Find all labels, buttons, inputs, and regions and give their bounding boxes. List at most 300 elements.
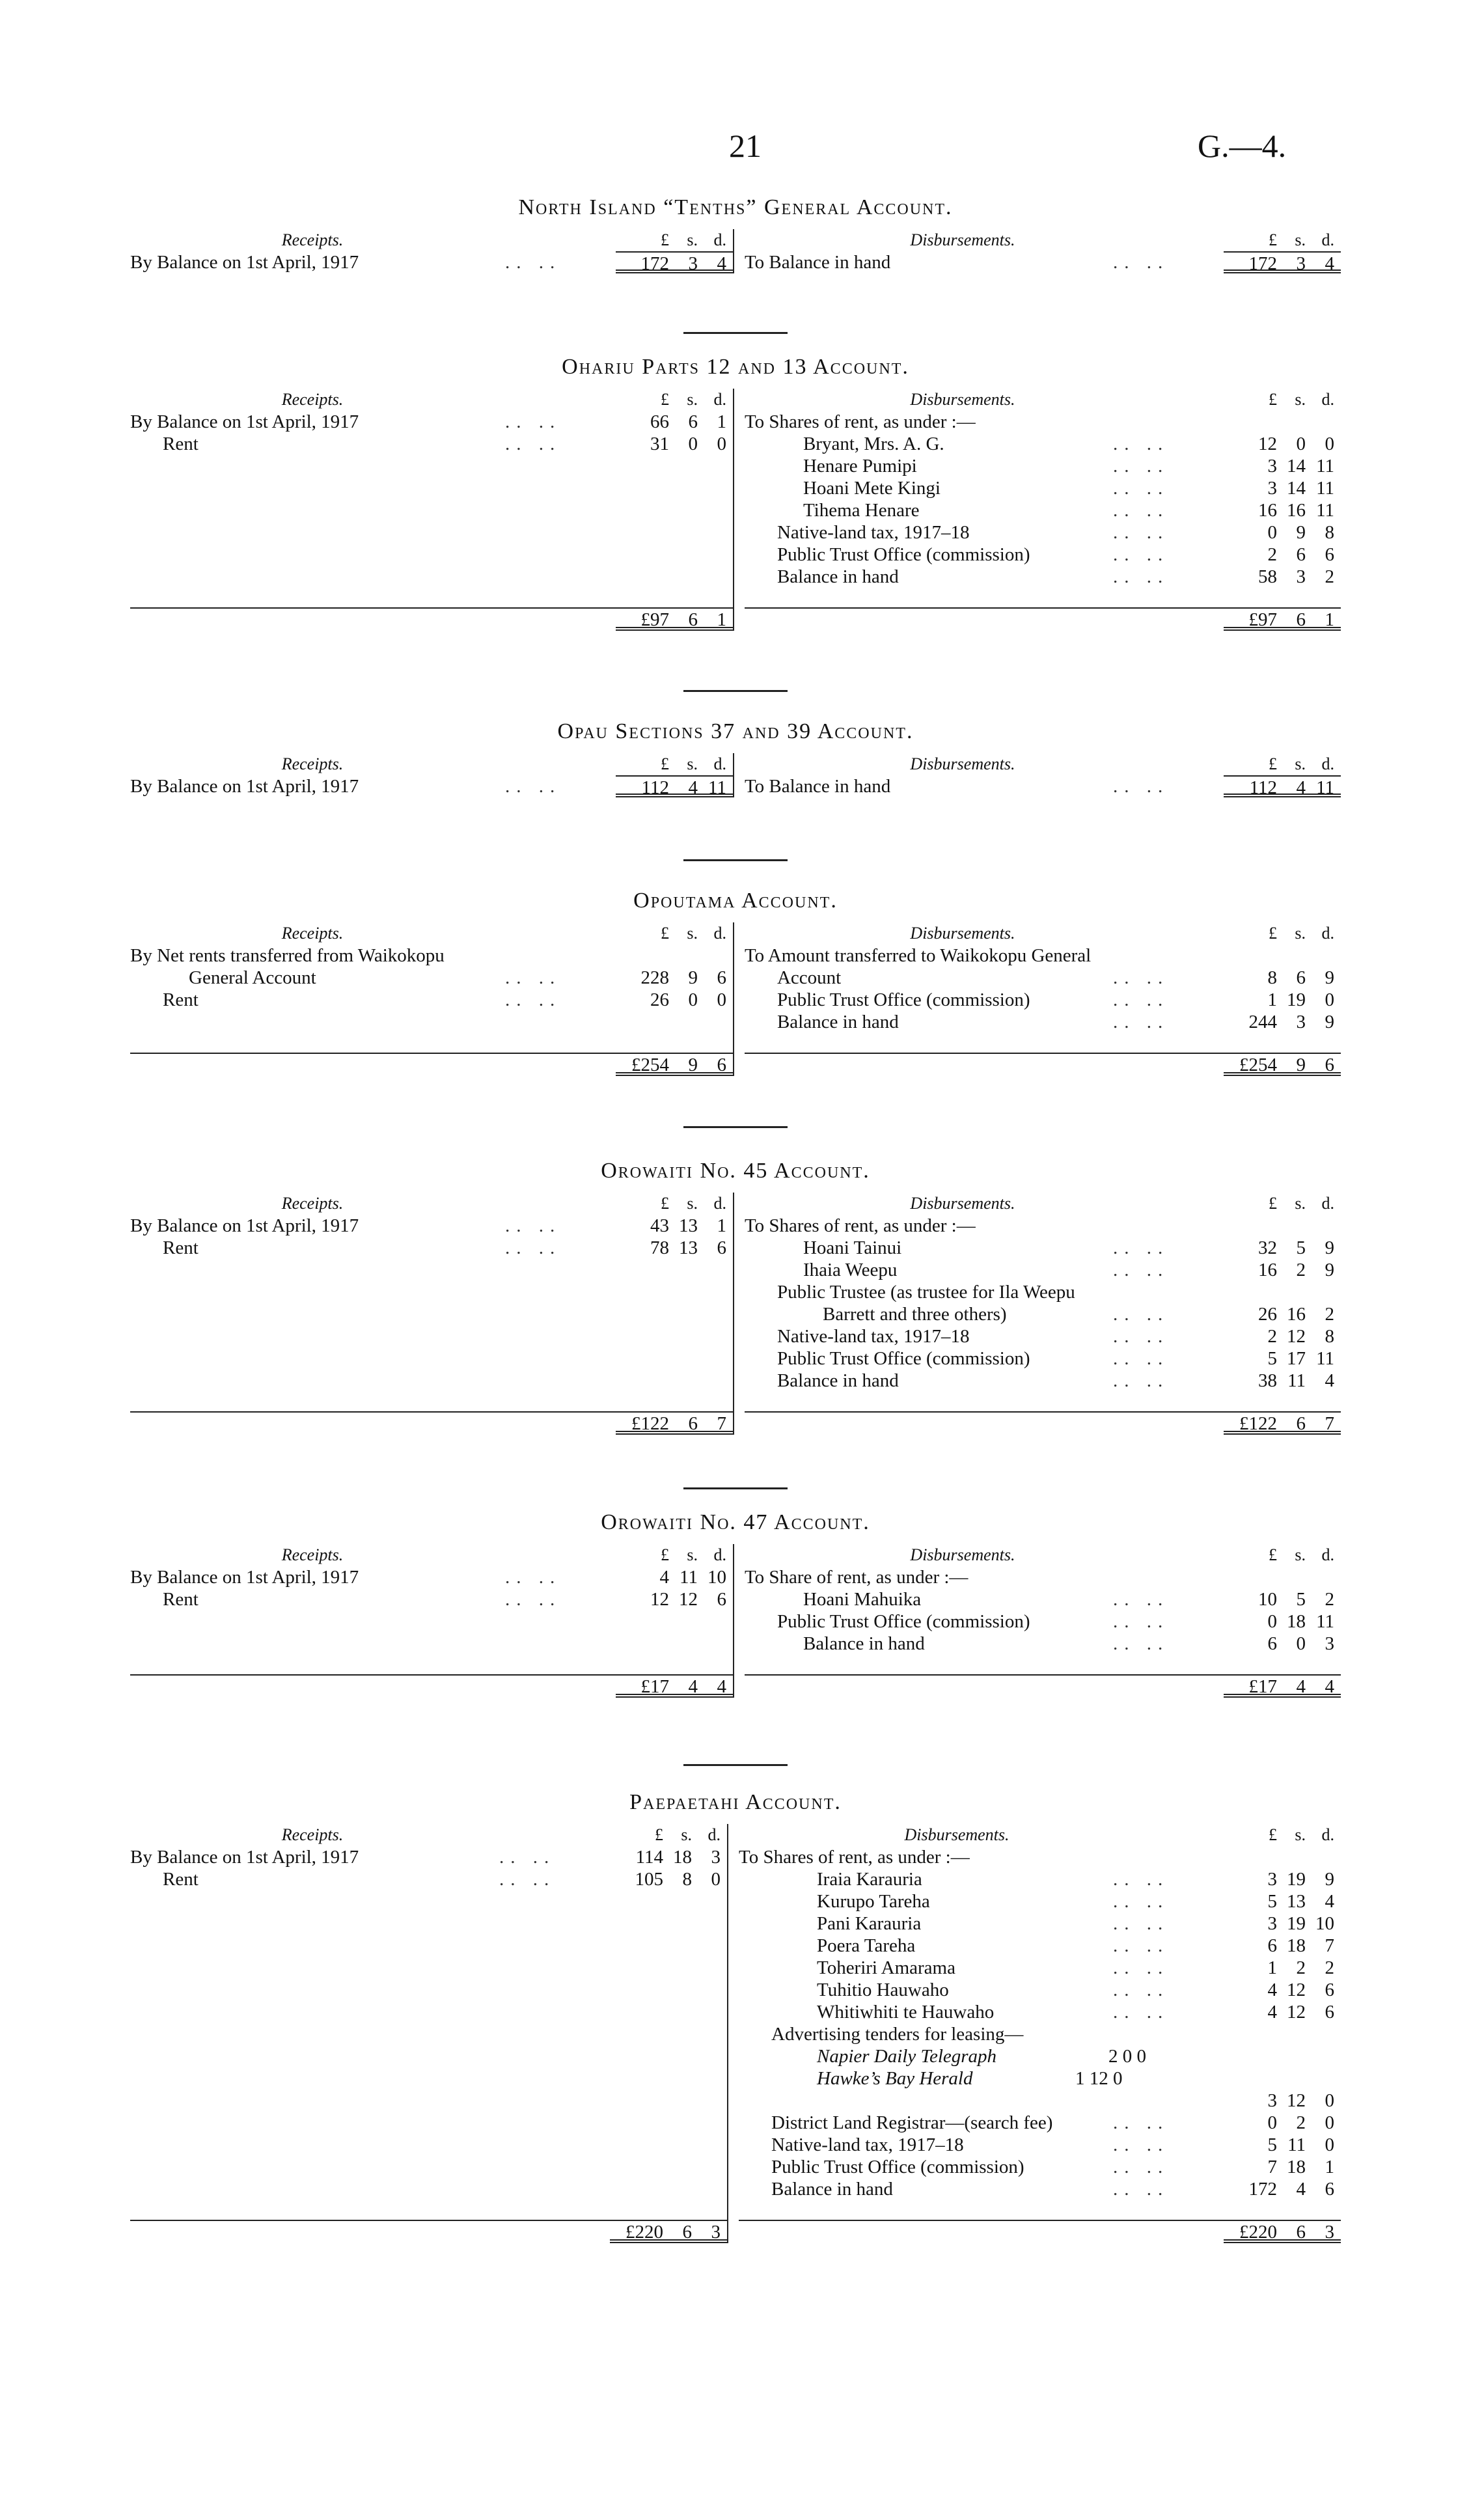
- leader-dots: .. ..: [1113, 989, 1170, 1010]
- pounds-heading: £: [660, 1194, 669, 1213]
- line-description: [130, 1868, 499, 1890]
- amount: [1224, 967, 1341, 989]
- pounds: 244: [1248, 1012, 1277, 1032]
- pence-heading: d.: [713, 754, 726, 773]
- amount: [1224, 1890, 1341, 1912]
- amount: [1224, 1054, 1341, 1076]
- pence: 4: [1325, 1370, 1334, 1391]
- pence: 7: [1325, 1935, 1334, 1956]
- pounds-heading: £: [660, 230, 669, 249]
- leader-dots: .. ..: [1113, 1935, 1170, 1956]
- receipts-heading: Receipts.: [281, 1825, 344, 1844]
- amount: [616, 433, 733, 455]
- pence: 11: [1316, 777, 1334, 798]
- column-heading-row: [130, 229, 733, 251]
- line-description: [739, 1935, 1113, 1957]
- pounds: £122: [1239, 1413, 1277, 1434]
- leader-dots: [1113, 2023, 1224, 2045]
- line-description: [739, 2112, 1113, 2134]
- pounds: 114: [635, 1847, 663, 1868]
- amount: [1224, 411, 1341, 433]
- leader-dots: .. ..: [1113, 1869, 1170, 1890]
- pounds: 4: [659, 1567, 669, 1588]
- amount: [616, 1215, 733, 1237]
- amount: [616, 967, 733, 989]
- line-description: [130, 411, 505, 433]
- lsd-heading: [616, 229, 733, 251]
- description-text: Balance in hand: [803, 1633, 925, 1654]
- receipts-row: [130, 775, 733, 797]
- disbursements-row: [745, 1610, 1341, 1633]
- amount: [616, 989, 733, 1011]
- shillings: 12: [1287, 2090, 1306, 2111]
- leader-dots: .. ..: [1113, 566, 1170, 587]
- pence: 1: [1325, 2157, 1334, 2177]
- lsd-heading: [616, 1193, 733, 1215]
- shillings: 11: [680, 1567, 698, 1588]
- pounds: 6: [1267, 1935, 1277, 1956]
- spacer: [495, 1193, 616, 1215]
- pence-heading: d.: [1321, 1545, 1334, 1564]
- leader-dots: .. ..: [504, 1215, 562, 1236]
- shillings: 13: [678, 1237, 698, 1258]
- leader-dots: .. ..: [504, 1237, 562, 1258]
- description-text: Rent: [163, 989, 199, 1010]
- amount: [1224, 1979, 1341, 2001]
- lsd-heading: [616, 1544, 733, 1566]
- description-text: Advertising tenders for leasing—: [771, 2024, 1024, 2045]
- spacer: [495, 1824, 610, 1846]
- leader-dots: .. ..: [1113, 1957, 1170, 1978]
- pence: 6: [717, 967, 726, 988]
- pounds: 66: [650, 411, 669, 432]
- pounds: 26: [650, 989, 669, 1010]
- line-description: [745, 1610, 1113, 1633]
- column-heading-row: [745, 229, 1341, 251]
- disbursements-row: [739, 2001, 1341, 2023]
- disbursements-column: [734, 1544, 1341, 1698]
- blank-row: [130, 1935, 727, 1957]
- pence: 3: [711, 1847, 721, 1868]
- pence: 11: [1316, 500, 1334, 521]
- amount: [1224, 2001, 1341, 2023]
- line-description: [739, 1868, 1113, 1890]
- spacer: [1181, 229, 1224, 251]
- description-text: To Balance in hand: [744, 252, 891, 273]
- shillings: 8: [682, 1869, 692, 1890]
- leader-dots: .. ..: [1113, 2134, 1170, 2155]
- page-reference: G.—4.: [1198, 128, 1287, 164]
- pounds: 3: [1267, 1913, 1277, 1934]
- amount: [610, 1868, 727, 1890]
- spacer: [495, 922, 616, 945]
- shillings: [1277, 1215, 1306, 1237]
- spacer: [745, 1413, 1224, 1435]
- shillings: 19: [1287, 989, 1306, 1010]
- disbursements-row: [739, 1868, 1341, 1890]
- leader-dots: .. ..: [1113, 478, 1170, 499]
- amount: [1224, 1413, 1341, 1435]
- line-description: [130, 1566, 505, 1588]
- pounds: £97: [1248, 609, 1277, 630]
- blank-row: [130, 2178, 727, 2200]
- pounds: 16: [1258, 1260, 1277, 1280]
- pence: 7: [1325, 1413, 1334, 1434]
- receipts-row: [130, 1215, 733, 1237]
- pounds: 112: [641, 777, 669, 798]
- disbursements-row: [745, 566, 1341, 588]
- amount: [1235, 2045, 1341, 2067]
- sub-amount: 2 0 0: [1108, 2046, 1147, 2067]
- pence: [1306, 411, 1334, 433]
- column-heading-row: [745, 389, 1341, 411]
- pence: 10: [1315, 1913, 1334, 1934]
- shillings: 9: [1296, 522, 1306, 543]
- shillings: [1277, 1281, 1306, 1303]
- blank-row: [130, 1011, 733, 1033]
- amount: [1224, 1957, 1341, 1979]
- pence: 2: [1325, 1589, 1334, 1610]
- blank-row: [130, 1303, 733, 1325]
- total-row: [130, 1674, 733, 1698]
- amount: [1224, 2112, 1341, 2134]
- account-columns: [130, 389, 1341, 631]
- pence: 0: [717, 434, 726, 454]
- pence: [698, 945, 726, 967]
- column-heading-row: [745, 753, 1341, 775]
- pounds: £254: [1239, 1055, 1277, 1075]
- column-heading-row: [130, 389, 733, 411]
- pounds: 12: [1258, 434, 1277, 454]
- pence: 6: [717, 1055, 726, 1075]
- disbursements-column: [734, 1193, 1341, 1435]
- line-description: [745, 251, 1113, 273]
- pounds: 5: [1267, 1348, 1277, 1369]
- pounds-heading: £: [655, 1825, 663, 1844]
- line-description: [745, 566, 1113, 588]
- disbursements-row: [745, 1259, 1341, 1281]
- leader-dots: .. ..: [504, 989, 562, 1010]
- description-text: To Shares of rent, as under :—: [739, 1847, 970, 1868]
- blank-row: [130, 1957, 727, 1979]
- disbursements-row: [745, 1011, 1341, 1033]
- pounds: 2: [1267, 544, 1277, 565]
- pence: 8: [1325, 522, 1334, 543]
- total-row: [745, 1053, 1341, 1076]
- pounds: [1235, 1215, 1277, 1237]
- line-description: [745, 1566, 1113, 1588]
- lsd-heading: [610, 1824, 727, 1846]
- pounds: [1235, 411, 1277, 433]
- blank-row: [130, 2001, 727, 2023]
- spacer: [495, 389, 616, 411]
- description-text: Bryant, Mrs. A. G.: [803, 434, 944, 454]
- section-divider: [683, 859, 788, 861]
- pence: 0: [1325, 434, 1334, 454]
- leader-dots: .. ..: [504, 1567, 562, 1588]
- shillings: 6: [688, 609, 698, 630]
- receipts-row: [130, 967, 733, 989]
- disbursements-row: [745, 544, 1341, 566]
- description-text: Hawke’s Bay Herald: [817, 2068, 973, 2089]
- description-text: To Shares of rent, as under :—: [744, 1215, 976, 1236]
- pence: 7: [717, 1413, 726, 1434]
- description-text: To Balance in hand: [744, 776, 891, 797]
- pence: 9: [1325, 1869, 1334, 1890]
- pence-heading: d.: [1321, 924, 1334, 943]
- disbursements-column: [734, 922, 1341, 1076]
- leader-dots: .. ..: [504, 252, 562, 273]
- shillings: 4: [688, 1676, 698, 1697]
- line-description: [745, 989, 1113, 1011]
- description-text: Pani Karauria: [817, 1913, 922, 1934]
- shillings-heading: s.: [687, 1194, 698, 1213]
- description-text: Hoani Mete Kingi: [803, 478, 941, 499]
- description-text: Balance in hand: [776, 1012, 899, 1032]
- shillings: 6: [688, 1413, 698, 1434]
- line-description: [745, 1370, 1113, 1392]
- disbursements-row: [739, 2045, 1341, 2067]
- line-description: [739, 2134, 1113, 2156]
- description-text: Public Trust Office (commission): [776, 1611, 1030, 1632]
- shillings: 0: [688, 989, 698, 1010]
- pence: [1306, 1566, 1334, 1588]
- shillings: 6: [682, 2222, 692, 2243]
- disbursements-row: [745, 1303, 1341, 1325]
- amount: [1224, 609, 1341, 631]
- description-text: Hoani Mahuika: [803, 1589, 922, 1610]
- receipts-column: [130, 1544, 734, 1698]
- line-description: [745, 1011, 1113, 1033]
- leader-dots: .. ..: [1113, 1012, 1170, 1032]
- spacer: [495, 753, 616, 775]
- receipts-row: [130, 1846, 727, 1868]
- shillings: 6: [1296, 544, 1306, 565]
- leader-dots: .. ..: [1113, 252, 1170, 273]
- line-description: [745, 1325, 1113, 1347]
- pence: [1306, 1215, 1334, 1237]
- amount: [616, 1676, 733, 1698]
- shillings: 6: [1296, 2222, 1306, 2243]
- amount: [1224, 251, 1341, 273]
- line-description: [739, 1890, 1113, 1912]
- disbursements-row: [745, 411, 1341, 433]
- description-text: Tuhitio Hauwaho: [817, 1980, 949, 2000]
- disbursements-row: [739, 1912, 1341, 1935]
- leader-dots: [1146, 2045, 1235, 2067]
- description-text: Balance in hand: [771, 2179, 893, 2200]
- spacer: [1181, 922, 1224, 945]
- pounds: [1235, 2067, 1277, 2090]
- blank-row: [130, 521, 733, 544]
- pounds: 228: [640, 967, 669, 988]
- pounds: 78: [650, 1237, 669, 1258]
- pence-heading: d.: [713, 390, 726, 409]
- shillings: 5: [1296, 1589, 1306, 1610]
- shillings: 3: [1296, 566, 1306, 587]
- line-description: [130, 433, 505, 455]
- line-description: [745, 1347, 1113, 1370]
- line-description: [130, 1846, 499, 1868]
- account-3: [130, 719, 1341, 797]
- disbursements-row: [745, 455, 1341, 477]
- leader-dots: .. ..: [1113, 1633, 1170, 1654]
- amount: [1224, 1259, 1341, 1281]
- column-heading-row: [745, 1544, 1341, 1566]
- receipts-heading: Receipts.: [281, 230, 344, 249]
- shillings-heading: s.: [687, 924, 698, 943]
- total-row: [745, 1674, 1341, 1698]
- column-heading-row: [739, 1824, 1341, 1846]
- account-2: [130, 355, 1341, 631]
- account-title: Orowaiti No. 45 Account.: [601, 1159, 870, 1183]
- description-text: Tihema Henare: [803, 500, 920, 521]
- disbursements-row: [745, 499, 1341, 521]
- pence-heading: d.: [1321, 230, 1334, 249]
- pounds: [1235, 1566, 1277, 1588]
- pence: 2: [1325, 1957, 1334, 1978]
- section-divider: [683, 1487, 788, 1489]
- blank-row: [130, 566, 733, 588]
- amount: [616, 945, 733, 967]
- shillings: 2: [1296, 1260, 1306, 1280]
- line-description: [130, 251, 505, 273]
- pence-heading: d.: [708, 1825, 721, 1844]
- account-title: North Island “Tenths” General Account.: [518, 195, 953, 219]
- leader-dots: .. ..: [1113, 1980, 1170, 2000]
- line-description: [739, 1957, 1113, 1979]
- description-text: Hoani Tainui: [803, 1237, 902, 1258]
- leader-dots: [1113, 1281, 1224, 1303]
- shillings: 6: [1296, 1413, 1306, 1434]
- blank-row: [130, 499, 733, 521]
- shillings: 19: [1287, 1869, 1306, 1890]
- disbursements-row: [745, 1215, 1341, 1237]
- amount: [1224, 2221, 1341, 2243]
- column-heading-row: [130, 1824, 727, 1846]
- pounds: 16: [1258, 500, 1277, 521]
- account-title: Orowaiti No. 47 Account.: [601, 1510, 870, 1534]
- amount: [616, 775, 733, 797]
- shillings: 6: [1296, 609, 1306, 630]
- disbursements-row: [745, 1237, 1341, 1259]
- shillings: 11: [1287, 2134, 1306, 2155]
- pounds: 0: [1267, 2112, 1277, 2133]
- shillings-heading: s.: [1295, 390, 1306, 409]
- line-description: [739, 2090, 1113, 2112]
- amount: [616, 1588, 733, 1610]
- pounds: £254: [631, 1055, 669, 1075]
- shillings-heading: s.: [1295, 230, 1306, 249]
- shillings: 11: [1287, 1370, 1306, 1391]
- description-text: Public Trust Office (commission): [776, 1348, 1030, 1369]
- pence-heading: d.: [1321, 754, 1334, 773]
- description-text: Public Trust Office (commission): [776, 544, 1030, 565]
- pence: [1306, 1281, 1334, 1303]
- spacer: [739, 2221, 1224, 2243]
- pounds: [627, 945, 669, 967]
- amount: [1224, 1935, 1341, 1957]
- leader-dots: .. ..: [1113, 967, 1170, 988]
- disbursements-row: [745, 1566, 1341, 1588]
- amount: [1224, 2090, 1341, 2112]
- leader-dots: .. ..: [1113, 1237, 1170, 1258]
- section-divider: [683, 332, 788, 334]
- leader-dots: .. ..: [1113, 2179, 1170, 2200]
- description-text: Whitiwhiti te Hauwaho: [817, 2002, 995, 2023]
- amount: [1224, 1912, 1341, 1935]
- shillings: 6: [688, 411, 698, 432]
- shillings: 3: [1296, 253, 1306, 274]
- disbursements-row: [745, 521, 1341, 544]
- pence-heading: d.: [713, 1545, 726, 1564]
- pounds: £17: [1248, 1676, 1277, 1697]
- receipts-row: [130, 1868, 727, 1890]
- pounds: 43: [650, 1215, 669, 1236]
- amount: [616, 411, 733, 433]
- receipts-heading: Receipts.: [281, 390, 344, 409]
- disbursements-row: [745, 967, 1341, 989]
- pence: 1: [717, 1215, 726, 1236]
- amount: [1224, 566, 1341, 588]
- pounds: 5: [1267, 1891, 1277, 1912]
- amount: [1224, 499, 1341, 521]
- disbursements-row: [745, 989, 1341, 1011]
- shillings: 6: [1296, 967, 1306, 988]
- receipts-row: [130, 1566, 733, 1588]
- amount: [1224, 544, 1341, 566]
- blank-row: [130, 2112, 727, 2134]
- pence: 9: [1325, 967, 1334, 988]
- description-text: Account: [776, 967, 842, 988]
- amount: [616, 1054, 733, 1076]
- pounds: [1235, 2045, 1277, 2067]
- pounds-heading: £: [660, 1545, 669, 1564]
- pounds: 172: [640, 253, 669, 274]
- leader-dots: .. ..: [1113, 776, 1170, 797]
- amount: [1224, 455, 1341, 477]
- description-text: Henare Pumipi: [803, 456, 917, 476]
- pounds: 10: [1258, 1589, 1277, 1610]
- pence-heading: d.: [713, 924, 726, 943]
- shillings: 17: [1287, 1348, 1306, 1369]
- leader-dots: .. ..: [1113, 1913, 1170, 1934]
- shillings: 14: [1287, 478, 1306, 499]
- description-text: Rent: [163, 1869, 199, 1890]
- description-text: Native-land tax, 1917–18: [776, 1326, 970, 1347]
- line-description: [745, 1281, 1113, 1303]
- spacer: [495, 229, 616, 251]
- shillings: [1277, 1566, 1306, 1588]
- pounds: £17: [640, 1676, 669, 1697]
- disbursements-heading: Disbursements.: [910, 390, 1015, 409]
- amount: [1224, 1846, 1341, 1868]
- lsd-heading: [616, 922, 733, 945]
- column-heading-row: [130, 922, 733, 945]
- pence: 6: [717, 1237, 726, 1258]
- shillings: 18: [1287, 2157, 1306, 2177]
- description-text: By Balance on 1st April, 1917: [130, 776, 359, 797]
- blank-row: [130, 2067, 727, 2090]
- leader-dots: .. ..: [1113, 522, 1170, 543]
- pounds: £220: [1239, 2222, 1277, 2243]
- shillings: 12: [1287, 1980, 1306, 2000]
- leader-dots: [1122, 2067, 1228, 2090]
- leader-dots: .. ..: [499, 1847, 556, 1868]
- shillings-heading: s.: [1295, 1194, 1306, 1213]
- leader-dots: [505, 945, 616, 967]
- pounds: 2: [1267, 1326, 1277, 1347]
